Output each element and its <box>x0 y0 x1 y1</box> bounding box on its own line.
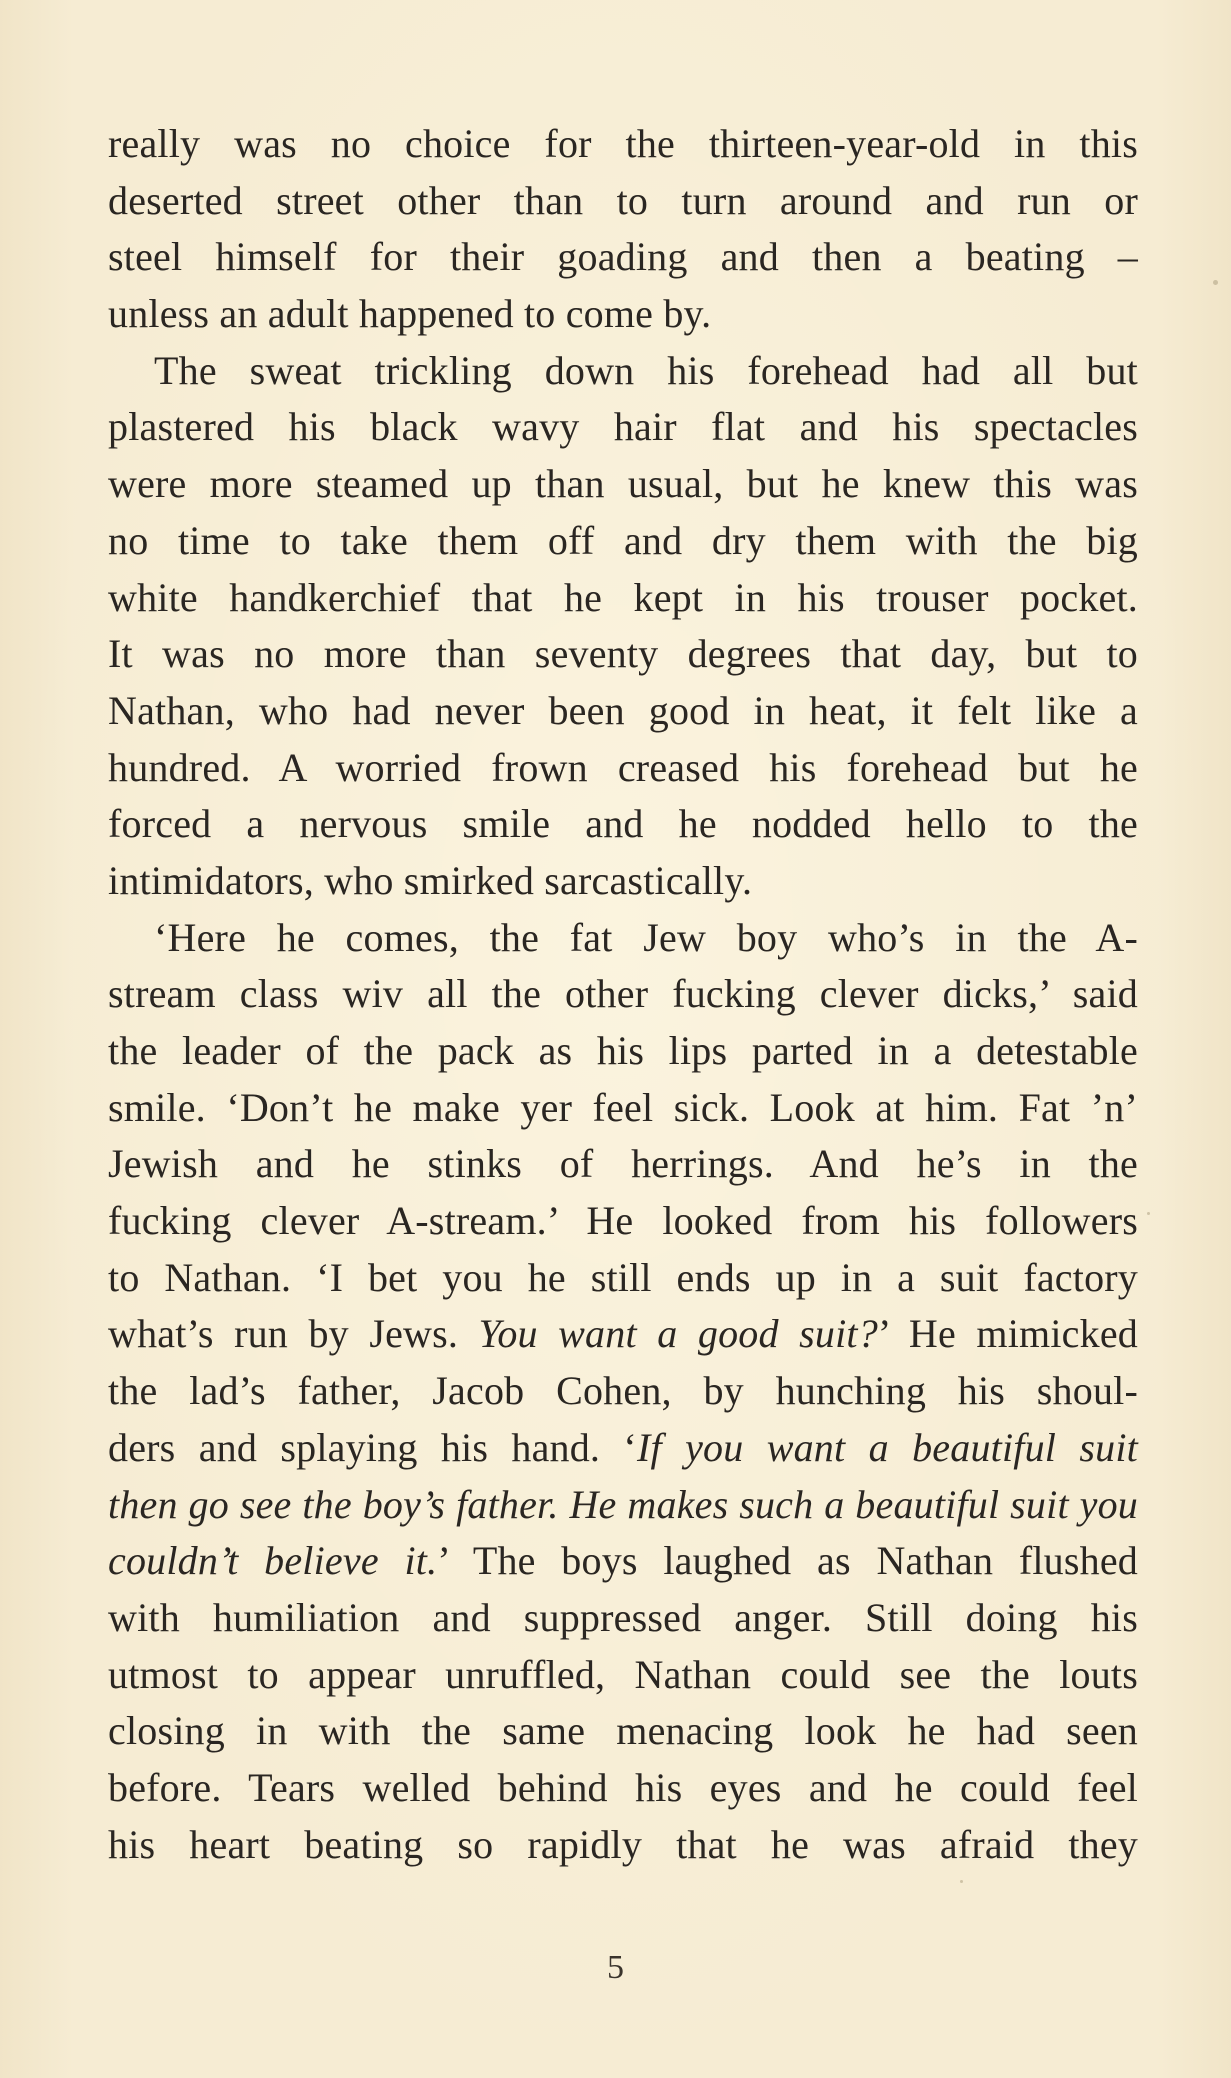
text-line <box>108 173 1138 230</box>
text-segment: Jewish and he stinks of herrings. And he’s in the <box>108 1141 1138 1187</box>
text-segment: were more steamed up than usual, but he knew this was <box>108 461 1138 507</box>
text-segment: stream class wiv all the other fucking clever dicks,’ said <box>108 971 1138 1017</box>
text-line <box>108 1023 1138 1080</box>
text-segment: what’s run by Jews. <box>108 1311 479 1357</box>
text-segment: to Nathan. ‘I bet you he still ends up in a suit factory <box>108 1254 1138 1300</box>
text-segment: ’ He mimicked <box>877 1311 1138 1357</box>
text-line <box>108 1703 1138 1760</box>
text-line <box>108 1136 1138 1193</box>
text-segment: unless an adult happened to come by. <box>108 291 712 337</box>
text-segment: It was no more than seventy degrees that day, but to <box>108 631 1138 677</box>
text-line <box>108 1760 1138 1817</box>
italic-text: then go see the boy’s father. He makes such a beautiful suit you <box>108 1481 1138 1527</box>
text-line <box>108 1647 1138 1704</box>
text-line <box>108 456 1138 513</box>
text-line <box>108 966 1138 1023</box>
text-line <box>108 626 1138 683</box>
text-segment: ders and splaying his hand. ‘ <box>108 1424 637 1470</box>
text-line <box>108 1420 1138 1477</box>
text-line <box>108 740 1138 797</box>
text-segment: forced a nervous smile and he nodded hello to the <box>108 801 1138 847</box>
text-line <box>108 1477 1138 1534</box>
text-line <box>108 853 1138 910</box>
text-line <box>108 1080 1138 1137</box>
text-line <box>108 1817 1138 1874</box>
text-line <box>108 570 1138 627</box>
text-segment: intimidators, who smirked sarcastically. <box>108 857 753 903</box>
text-segment: plastered his black wavy hair flat and his spectacles <box>108 404 1138 450</box>
body-text <box>108 116 1138 1873</box>
text-line <box>108 343 1138 400</box>
text-line <box>108 229 1138 286</box>
text-segment: steel himself for their goading and then a beating – <box>108 234 1138 280</box>
text-line <box>108 1250 1138 1307</box>
text-line <box>108 1193 1138 1250</box>
text-line <box>108 796 1138 853</box>
text-segment: smile. ‘Don’t he make yer feel sick. Look at him. Fat ’n’ <box>108 1084 1138 1130</box>
text-line <box>108 1306 1138 1363</box>
text-segment: ’ The boys laughed as Nathan flushed <box>437 1538 1138 1584</box>
italic-text: You want a good suit? <box>478 1311 878 1357</box>
italic-text: couldn’t believe it. <box>108 1538 438 1584</box>
text-segment: with humiliation and suppressed anger. Still doing his <box>108 1594 1138 1640</box>
text-segment: The sweat trickling down his forehead had all but <box>154 347 1138 393</box>
text-line <box>108 399 1138 456</box>
paper-speck <box>1147 1212 1150 1215</box>
text-line <box>108 116 1138 173</box>
text-segment: the leader of the pack as his lips parted in a detestable <box>108 1028 1138 1073</box>
text-segment: fucking clever A-stream.’ He looked from his followers <box>108 1198 1138 1244</box>
text-segment: before. Tears welled behind his eyes and he could feel <box>108 1764 1138 1810</box>
text-segment: white handkerchief that he kept in his trouser pocket. <box>108 574 1138 620</box>
text-line <box>108 683 1138 740</box>
text-segment: really was no choice for the thirteen-year-old in this <box>108 121 1138 166</box>
text-segment: hundred. A worried frown creased his forehead but he <box>108 744 1138 790</box>
paper-speck <box>1213 280 1218 285</box>
text-segment: deserted street other than to turn around and run or <box>108 177 1138 223</box>
text-line <box>108 1590 1138 1647</box>
italic-text: If you want a beautiful suit <box>636 1424 1138 1470</box>
text-segment: utmost to appear unruffled, Nathan could see the louts <box>108 1651 1138 1697</box>
text-line <box>108 1363 1138 1420</box>
text-segment: the lad’s father, Jacob Cohen, by hunching his shoul- <box>108 1368 1138 1414</box>
page-number: 5 <box>607 1949 624 1986</box>
text-segment: his heart beating so rapidly that he was afraid they <box>108 1821 1138 1867</box>
text-segment: ‘Here he comes, the fat Jew boy who’s in the A- <box>154 914 1138 960</box>
text-line <box>108 910 1138 967</box>
text-segment: no time to take them off and dry them with the big <box>108 517 1138 563</box>
text-line <box>108 286 1138 343</box>
paper-speck <box>960 1880 963 1883</box>
text-segment: closing in with the same menacing look he had seen <box>108 1708 1138 1754</box>
text-line <box>108 513 1138 570</box>
text-line <box>108 1533 1138 1590</box>
text-segment: Nathan, who had never been good in heat, it felt like a <box>108 687 1138 733</box>
